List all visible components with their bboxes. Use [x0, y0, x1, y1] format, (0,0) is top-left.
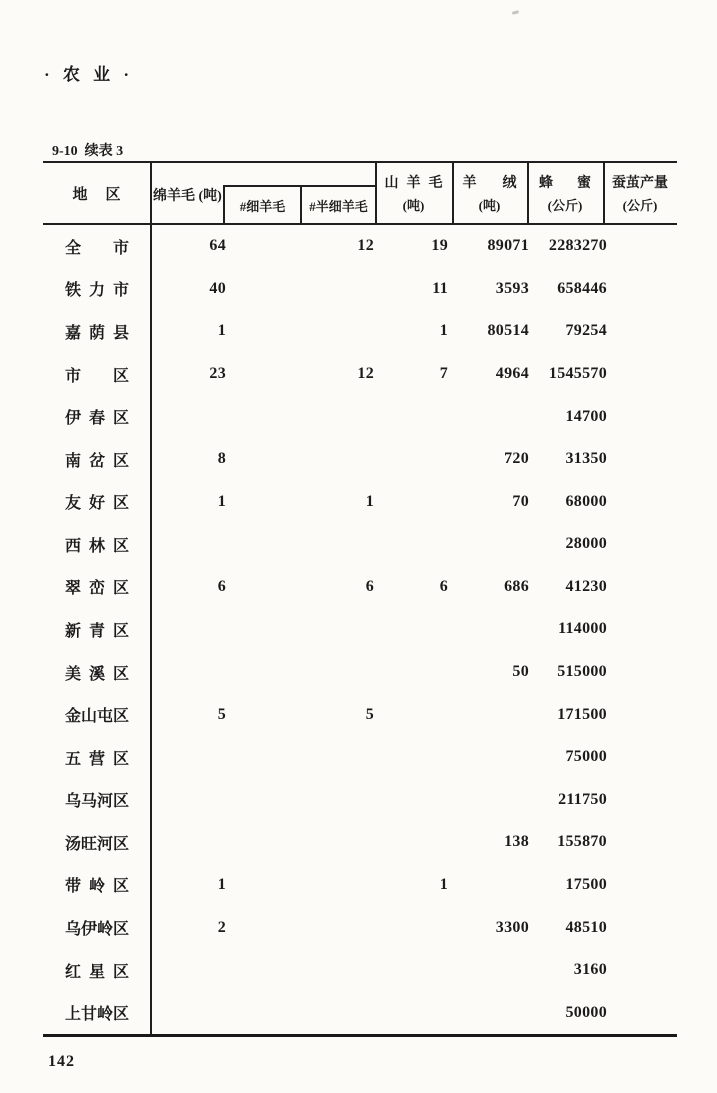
- region-cell: [43, 906, 150, 949]
- table-row: [43, 651, 677, 694]
- region-name: 嘉 荫 县: [65, 324, 129, 342]
- region-name: 上甘岭区: [65, 1006, 130, 1024]
- region-name: 翠 峦 区: [65, 580, 129, 598]
- goat-hair-value: 19: [431, 237, 448, 255]
- region-name: 新 青 区: [65, 622, 129, 640]
- table-row: [43, 566, 677, 609]
- table-row: [43, 480, 677, 523]
- cashmere-value: 3300: [495, 918, 529, 936]
- sheep-wool-value: 6: [217, 577, 226, 595]
- region-cell: [43, 395, 150, 438]
- semi-fine-wool-value: [226, 268, 374, 311]
- region-name: 金山屯区: [65, 708, 130, 726]
- sheep-wool-value: 40: [209, 279, 226, 297]
- cocoon-value: [607, 225, 677, 268]
- honey-value: 515000: [557, 663, 607, 681]
- honey-value: 2283270: [548, 237, 607, 255]
- cocoon-value: [607, 395, 677, 438]
- region-cell: [43, 736, 150, 779]
- cocoon-value: [607, 566, 677, 609]
- table-row: [43, 523, 677, 566]
- sheep-wool-value: 5: [217, 705, 226, 723]
- goat-hair-value: [374, 991, 448, 1034]
- region-name: 市 区: [65, 367, 129, 385]
- region-cell: [43, 310, 150, 353]
- header-semi-fine-wool: #半细羊毛: [309, 198, 368, 214]
- sheep-wool-value: 23: [209, 365, 226, 383]
- region-name: 带 岭 区: [65, 878, 129, 896]
- table-body: [43, 225, 677, 1034]
- table-row: [43, 779, 677, 822]
- cashmere-value: [448, 949, 529, 992]
- table-row: [43, 864, 677, 907]
- semi-fine-wool-value: 12: [357, 365, 374, 383]
- sheep-wool-value: 64: [209, 237, 226, 255]
- cashmere-value: 138: [504, 833, 529, 851]
- cashmere-value: 50: [512, 663, 529, 681]
- semi-fine-wool-value: [226, 395, 374, 438]
- goat-hair-value: [374, 438, 448, 481]
- table-header: [43, 163, 677, 225]
- semi-fine-wool-value: [226, 864, 374, 907]
- cocoon-value: [607, 353, 677, 396]
- table-row: [43, 949, 677, 992]
- header-cocoon-name: 蚕茧产量: [612, 176, 668, 191]
- region-name: 西 林 区: [65, 537, 129, 555]
- header-divider-goat: [375, 163, 377, 225]
- sheep-wool-value: [150, 949, 226, 992]
- table-row: [43, 438, 677, 481]
- cocoon-value: [607, 906, 677, 949]
- semi-fine-wool-value: 6: [365, 577, 374, 595]
- region-name: 友 好 区: [65, 495, 129, 513]
- sheep-wool-value: [150, 991, 226, 1034]
- cocoon-value: [607, 438, 677, 481]
- table-caption: 9-10 续表 3: [52, 144, 124, 159]
- sheep-wool-value: 8: [217, 450, 226, 468]
- header-cocoon-unit: (公斤): [622, 198, 658, 213]
- cashmere-value: [448, 864, 529, 907]
- honey-value: 211750: [558, 790, 607, 808]
- honey-value: 28000: [565, 535, 607, 553]
- header-region-label: 地 区: [72, 186, 121, 203]
- region-column-divider: [150, 163, 152, 1034]
- sheep-wool-value: [150, 395, 226, 438]
- cashmere-value: [448, 736, 529, 779]
- region-cell: [43, 949, 150, 992]
- header-cocoon: [603, 163, 677, 223]
- cocoon-value: [607, 864, 677, 907]
- header-divider-cashmere: [452, 163, 454, 225]
- cocoon-value: [607, 651, 677, 694]
- region-name: 美 溪 区: [65, 665, 129, 683]
- region-cell: [43, 268, 150, 311]
- table-row: [43, 353, 677, 396]
- semi-fine-wool-value: [226, 310, 374, 353]
- cocoon-value: [607, 310, 677, 353]
- sheep-wool-value: [150, 821, 226, 864]
- cocoon-value: [607, 779, 677, 822]
- region-cell: [43, 693, 150, 736]
- goat-hair-value: [374, 651, 448, 694]
- goat-hair-value: [374, 395, 448, 438]
- semi-fine-wool-value: [226, 991, 374, 1034]
- region-name: 伊 春 区: [65, 410, 129, 428]
- region-cell: [43, 523, 150, 566]
- goat-hair-value: [374, 736, 448, 779]
- section-label: · 农 业 ·: [44, 65, 131, 84]
- header-cashmere-name: 羊 绒: [462, 176, 517, 191]
- table-row: [43, 268, 677, 311]
- goat-hair-value: [374, 480, 448, 523]
- sheep-wool-value: [150, 608, 226, 651]
- honey-value: 17500: [565, 875, 607, 893]
- region-name: 红 星 区: [65, 963, 129, 981]
- sheep-wool-value: [150, 523, 226, 566]
- table-row: [43, 906, 677, 949]
- honey-value: 171500: [557, 705, 607, 723]
- table-row: [43, 736, 677, 779]
- region-cell: [43, 608, 150, 651]
- sheep-wool-value: [150, 736, 226, 779]
- goat-hair-value: [374, 906, 448, 949]
- honey-value: 50000: [565, 1003, 607, 1021]
- region-cell: [43, 566, 150, 609]
- honey-value: 31350: [565, 450, 607, 468]
- cashmere-value: 686: [504, 577, 529, 595]
- header-sheep-wool-group: [150, 163, 375, 223]
- sheep-wool-value: [150, 651, 226, 694]
- semi-fine-wool-value: [226, 949, 374, 992]
- goat-hair-value: [374, 949, 448, 992]
- semi-fine-wool-value: [226, 608, 374, 651]
- cashmere-value: 3593: [495, 279, 529, 297]
- sheep-wool-value: 1: [217, 322, 226, 340]
- goat-hair-value: [374, 821, 448, 864]
- honey-value: 41230: [565, 577, 607, 595]
- semi-fine-wool-value: [226, 779, 374, 822]
- sheep-wool-value: 2: [217, 918, 226, 936]
- cocoon-value: [607, 821, 677, 864]
- region-cell: [43, 651, 150, 694]
- goat-hair-value: [374, 608, 448, 651]
- table-row: [43, 693, 677, 736]
- cashmere-value: [448, 991, 529, 1034]
- semi-fine-wool-value: 5: [365, 705, 374, 723]
- scan-artifact: [512, 10, 520, 15]
- region-name: 全 市: [65, 239, 129, 257]
- table-row: [43, 821, 677, 864]
- semi-fine-wool-value: [226, 736, 374, 779]
- page-number: 142: [48, 1053, 75, 1070]
- cashmere-value: 70: [512, 492, 529, 510]
- header-region: [43, 163, 150, 223]
- goat-hair-value: 11: [432, 279, 448, 297]
- cashmere-value: [448, 779, 529, 822]
- header-cashmere-unit: (吨): [478, 198, 501, 213]
- table-row: [43, 608, 677, 651]
- region-name: 铁 力 市: [65, 282, 129, 300]
- region-cell: [43, 438, 150, 481]
- goat-hair-value: [374, 693, 448, 736]
- cocoon-value: [607, 268, 677, 311]
- semi-fine-wool-value: [226, 906, 374, 949]
- cashmere-value: [448, 608, 529, 651]
- goat-hair-value: [374, 523, 448, 566]
- semi-fine-wool-value: 12: [357, 237, 374, 255]
- region-name: 五 营 区: [65, 750, 129, 768]
- cashmere-value: 89071: [487, 237, 529, 255]
- table-row: [43, 395, 677, 438]
- cashmere-value: [448, 693, 529, 736]
- semi-fine-wool-value: [226, 821, 374, 864]
- cashmere-value: 720: [504, 450, 529, 468]
- cocoon-value: [607, 736, 677, 779]
- table-row: [43, 310, 677, 353]
- cocoon-value: [607, 949, 677, 992]
- cashmere-value: [448, 395, 529, 438]
- goat-hair-value: 1: [439, 322, 448, 340]
- header-goat-hair-unit: (吨): [402, 198, 425, 213]
- sheep-wool-value: 1: [217, 875, 226, 893]
- region-name: 乌马河区: [65, 793, 130, 811]
- header-honey: [527, 163, 603, 223]
- region-cell: [43, 821, 150, 864]
- honey-value: 48510: [565, 918, 607, 936]
- header-goat-hair: [375, 163, 452, 223]
- region-name: 汤旺河区: [65, 835, 130, 853]
- honey-value: 3160: [573, 961, 607, 979]
- sheep-wool-value: [150, 779, 226, 822]
- region-cell: [43, 864, 150, 907]
- region-cell: [43, 480, 150, 523]
- honey-value: 1545570: [548, 365, 607, 383]
- honey-value: 658446: [557, 279, 607, 297]
- region-cell: [43, 991, 150, 1034]
- sheep-wool-subheader-box: [223, 185, 375, 223]
- honey-value: 79254: [565, 322, 607, 340]
- honey-value: 114000: [558, 620, 607, 638]
- region-cell: [43, 225, 150, 268]
- header-divider-honey: [527, 163, 529, 225]
- header-cashmere: [452, 163, 527, 223]
- cocoon-value: [607, 991, 677, 1034]
- statistics-table: [43, 161, 677, 1037]
- region-cell: [43, 353, 150, 396]
- region-name: 南 岔 区: [65, 452, 129, 470]
- cocoon-value: [607, 608, 677, 651]
- cashmere-value: 4964: [495, 365, 529, 383]
- semi-fine-wool-value: [226, 523, 374, 566]
- header-goat-hair-name: 山 羊 毛: [384, 176, 443, 191]
- honey-value: 14700: [565, 407, 607, 425]
- cashmere-value: 80514: [487, 322, 529, 340]
- region-cell: [43, 779, 150, 822]
- header-sheep-wool-label: 绵羊毛 (吨): [153, 189, 222, 204]
- header-fine-wool: #细羊毛: [225, 187, 302, 223]
- cocoon-value: [607, 523, 677, 566]
- honey-value: 155870: [557, 833, 607, 851]
- goat-hair-value: 1: [439, 875, 448, 893]
- honey-value: 68000: [565, 492, 607, 510]
- goat-hair-value: 7: [439, 365, 448, 383]
- table-row: [43, 225, 677, 268]
- sheep-wool-value: 1: [217, 492, 226, 510]
- table-row: [43, 991, 677, 1034]
- semi-fine-wool-value: [226, 651, 374, 694]
- header-divider-cocoon: [603, 163, 605, 225]
- cashmere-value: [448, 523, 529, 566]
- honey-value: 75000: [565, 748, 607, 766]
- region-name: 乌伊岭区: [65, 921, 130, 939]
- semi-fine-wool-value: 1: [365, 492, 374, 510]
- goat-hair-value: [374, 779, 448, 822]
- cocoon-value: [607, 693, 677, 736]
- header-honey-name: 蜂 蜜: [539, 176, 591, 191]
- semi-fine-wool-value: [226, 438, 374, 481]
- goat-hair-value: 6: [439, 577, 448, 595]
- header-honey-unit: (公斤): [547, 198, 583, 213]
- cocoon-value: [607, 480, 677, 523]
